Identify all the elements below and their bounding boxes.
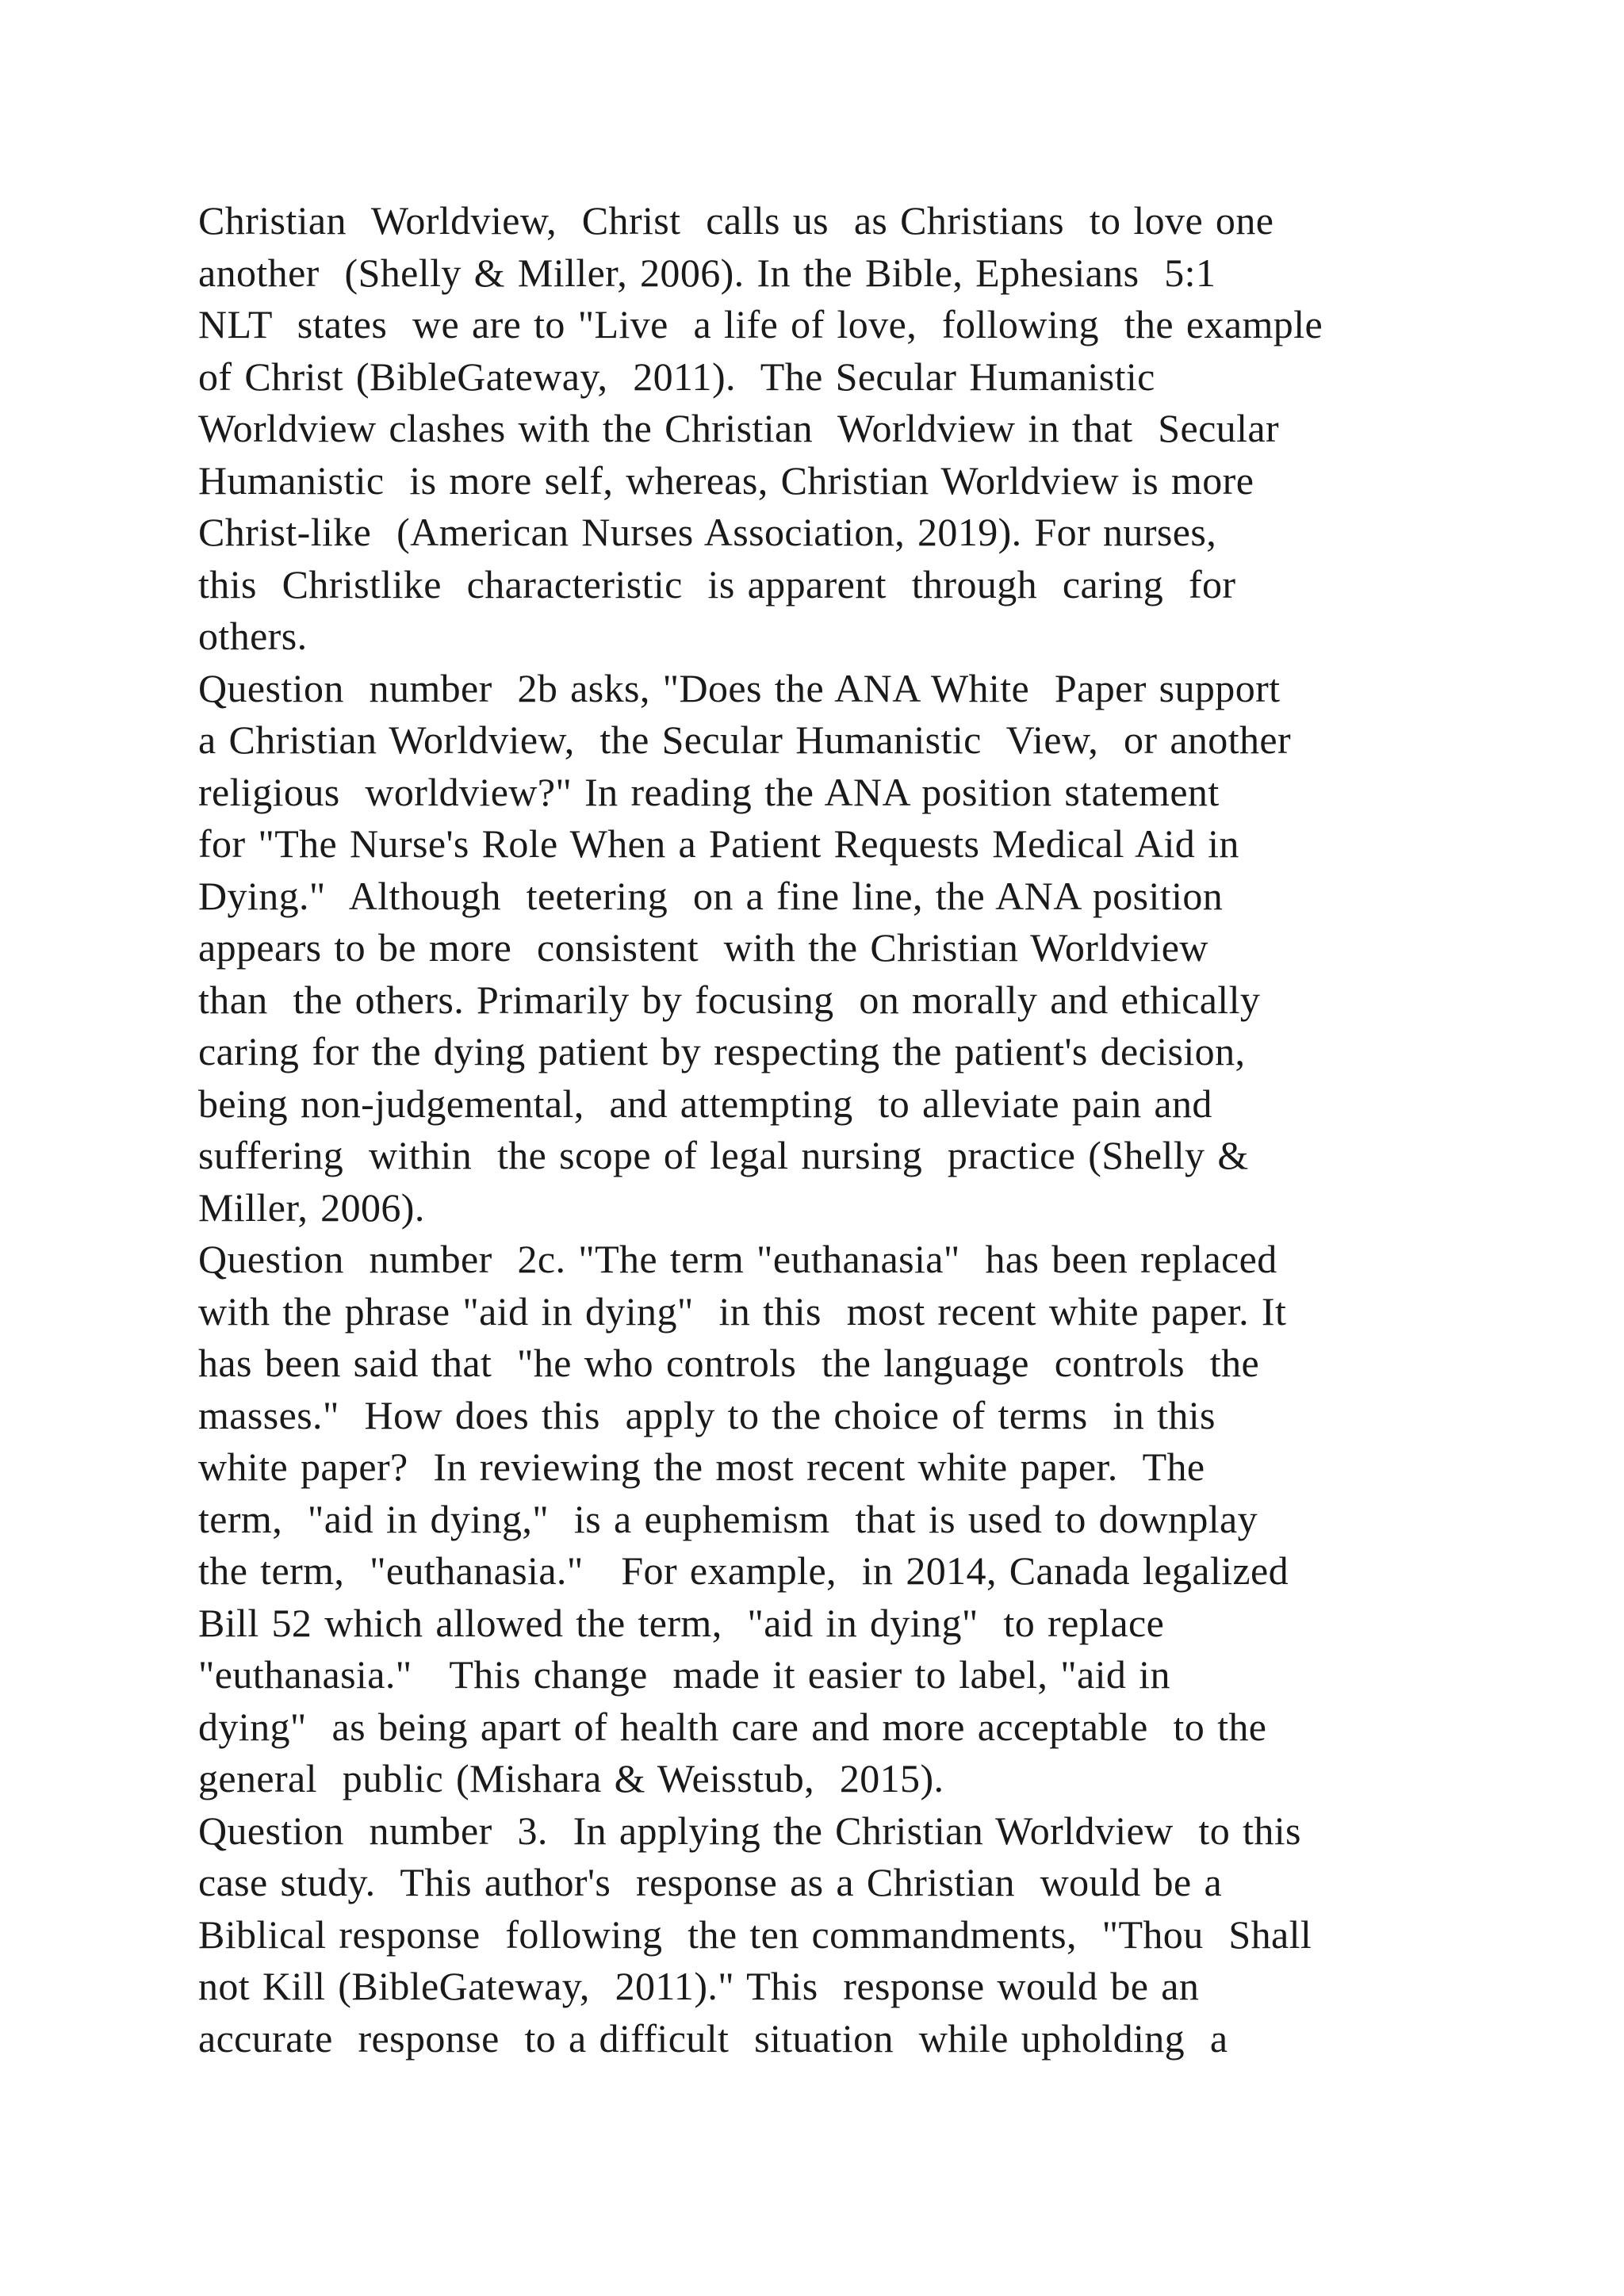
text-line: than the others. Primarily by focusing on morally and ethically — [198, 977, 1261, 1022]
text-line: Dying." Although teetering on a fine line, the ANA position — [198, 873, 1224, 918]
text-line: suffering within the scope of legal nursing practice (Shelly & — [198, 1133, 1249, 1177]
text-line: Question number 3. In applying the Christian Worldview to this — [198, 1808, 1301, 1853]
text-line: caring for the dying patient by respecting the patient's decision, — [198, 1029, 1246, 1073]
text-line: Question number 2b asks, "Does the ANA White Paper support — [198, 665, 1281, 710]
text-line: the term, "euthanasia." For example, in 2014, Canada legalized — [198, 1548, 1289, 1593]
body-text — [198, 195, 1435, 2064]
text-line: NLT states we are to "Live a life of love, following the example — [198, 302, 1323, 346]
text-line: Biblical response following the ten commandments, "Thou Shall — [198, 1911, 1312, 1957]
text-line: Christian Worldview, Christ calls us as Christians to love one — [198, 198, 1274, 243]
text-line: this Christlike characteristic is apparent through caring for — [198, 561, 1236, 607]
text-line: others. — [198, 614, 308, 658]
text-line: term, "aid in dying," is a euphemism that is used to downplay — [198, 1496, 1258, 1541]
text-line: another (Shelly & Miller, 2006). In the Bible, Ephesians 5:1 — [198, 250, 1216, 295]
text-line: masses." How does this apply to the choice of terms in this — [198, 1392, 1216, 1437]
text-line: with the phrase "aid in dying" in this most recent white paper. It — [198, 1288, 1287, 1334]
text-line: "euthanasia." This change made it easier to label, "aid in — [198, 1652, 1170, 1697]
text-line: Worldview clashes with the Christian Worldview in that Secular — [198, 406, 1280, 450]
text-line: for "The Nurse's Role When a Patient Requests Medical Aid in — [198, 821, 1239, 866]
text-line: religious worldview?" In reading the ANA position statement — [198, 769, 1220, 814]
text-line: appears to be more consistent with the Christian Worldview — [198, 925, 1208, 970]
text-line: a Christian Worldview, the Secular Humanistic View, or another — [198, 718, 1292, 762]
text-line: not Kill (BibleGateway, 2011)." This response would be an — [198, 1964, 1200, 2008]
text-line: accurate response to a difficult situation while upholding a — [198, 2015, 1228, 2061]
text-line: case study. This author's response as a Christian would be a — [198, 1860, 1223, 1904]
text-line: being non-judgemental, and attempting to alleviate pain and — [198, 1081, 1212, 1126]
text-line: of Christ (BibleGateway, 2011). The Secular Humanistic — [198, 354, 1155, 399]
text-line: Humanistic is more self, whereas, Christian Worldview is more — [198, 457, 1254, 503]
text-line: Question number 2c. "The term "euthanasia" has been replaced — [198, 1237, 1277, 1281]
text-line: Miller, 2006). — [198, 1184, 425, 1230]
text-line: Christ-like (American Nurses Association, 2019). For nurses, — [198, 510, 1217, 554]
text-line: general public (Mishara & Weisstub, 2015). — [198, 1756, 944, 1800]
text-line: white paper? In reviewing the most recent white paper. The — [198, 1445, 1205, 1489]
text-line: Bill 52 which allowed the term, "aid in dying" to replace — [198, 1600, 1165, 1645]
text-line: has been said that "he who controls the language controls the — [198, 1341, 1260, 1385]
text-line: dying" as being apart of health care and more acceptable to the — [198, 1704, 1267, 1749]
